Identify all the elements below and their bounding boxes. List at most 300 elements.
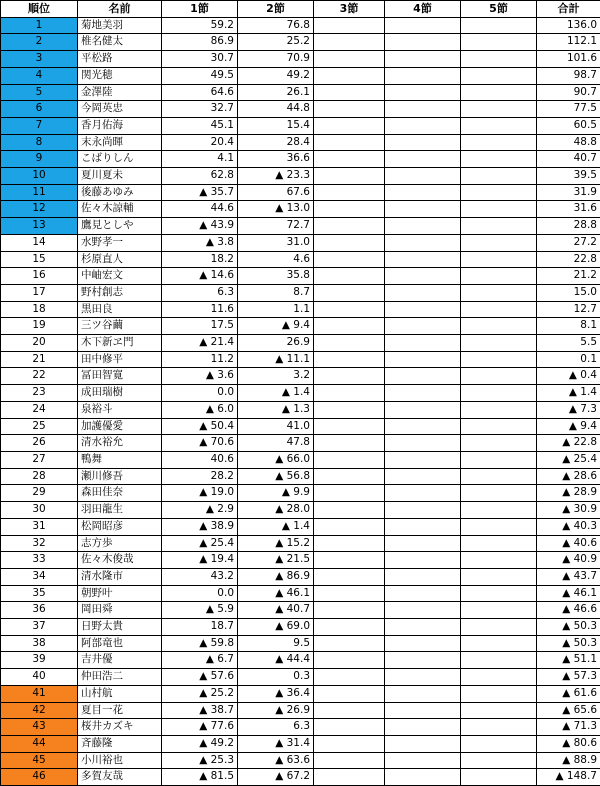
rank-cell: 42 — [1, 702, 78, 719]
session-3-cell — [314, 518, 385, 535]
session-3-cell — [314, 335, 385, 352]
session-2-cell: ▲ 40.7 — [238, 602, 314, 619]
session-5-cell — [461, 218, 537, 235]
name-cell: 成田瑞樹 — [78, 385, 162, 402]
total-cell: ▲ 57.3 — [537, 669, 600, 686]
name-cell: 小川裕也 — [78, 752, 162, 769]
rank-cell: 44 — [1, 735, 78, 752]
session-3-cell — [314, 401, 385, 418]
session-5-cell — [461, 201, 537, 218]
session-4-cell — [385, 318, 461, 335]
session-1-cell: ▲ 38.9 — [162, 518, 238, 535]
header-session-4: 4節 — [385, 1, 461, 18]
total-cell: ▲ 51.1 — [537, 652, 600, 669]
session-1-cell: 59.2 — [162, 17, 238, 34]
rank-cell: 4 — [1, 67, 78, 84]
session-1-cell: ▲ 25.4 — [162, 535, 238, 552]
name-cell: 羽田龍生 — [78, 502, 162, 519]
session-3-cell — [314, 602, 385, 619]
total-cell: 31.6 — [537, 201, 600, 218]
table-row — [1, 769, 600, 786]
name-cell: 水野孝一 — [78, 234, 162, 251]
session-3-cell — [314, 184, 385, 201]
session-1-cell: ▲ 21.4 — [162, 335, 238, 352]
name-cell: 佐々木俊哉 — [78, 552, 162, 569]
header-session-5: 5節 — [461, 1, 537, 18]
total-cell: 31.9 — [537, 184, 600, 201]
table-row — [1, 635, 600, 652]
table-row — [1, 84, 600, 101]
rank-cell: 34 — [1, 568, 78, 585]
table-row — [1, 685, 600, 702]
session-4-cell — [385, 184, 461, 201]
session-5-cell — [461, 84, 537, 101]
total-cell: ▲ 40.9 — [537, 552, 600, 569]
total-cell: 77.5 — [537, 101, 600, 118]
session-1-cell: 64.6 — [162, 84, 238, 101]
rank-cell: 6 — [1, 101, 78, 118]
header-rank: 順位 — [1, 1, 78, 18]
session-2-cell: 4.6 — [238, 251, 314, 268]
session-2-cell: ▲ 1.4 — [238, 385, 314, 402]
session-5-cell — [461, 719, 537, 736]
name-cell: 末永尚暉 — [78, 134, 162, 151]
total-cell: 15.0 — [537, 284, 600, 301]
session-3-cell — [314, 284, 385, 301]
session-1-cell: ▲ 6.7 — [162, 652, 238, 669]
session-4-cell — [385, 669, 461, 686]
name-cell: 椎名健太 — [78, 34, 162, 51]
name-cell: 仲田浩二 — [78, 669, 162, 686]
name-cell: 清水隆市 — [78, 568, 162, 585]
session-4-cell — [385, 168, 461, 185]
session-4-cell — [385, 218, 461, 235]
rank-cell: 23 — [1, 385, 78, 402]
name-cell: 日野太貴 — [78, 619, 162, 636]
session-1-cell: ▲ 77.6 — [162, 719, 238, 736]
name-cell: 吉井優 — [78, 652, 162, 669]
session-3-cell — [314, 685, 385, 702]
session-3-cell — [314, 117, 385, 134]
session-5-cell — [461, 17, 537, 34]
table-row — [1, 318, 600, 335]
session-1-cell: 18.2 — [162, 251, 238, 268]
rank-cell: 10 — [1, 168, 78, 185]
header-name: 名前 — [78, 1, 162, 18]
rank-cell: 43 — [1, 719, 78, 736]
rank-cell: 15 — [1, 251, 78, 268]
name-cell: 斉藤隆 — [78, 735, 162, 752]
session-1-cell: ▲ 50.4 — [162, 418, 238, 435]
table-row — [1, 652, 600, 669]
session-2-cell: 26.1 — [238, 84, 314, 101]
table-row — [1, 368, 600, 385]
table-row — [1, 468, 600, 485]
table-row — [1, 418, 600, 435]
session-5-cell — [461, 134, 537, 151]
session-4-cell — [385, 51, 461, 68]
session-3-cell — [314, 134, 385, 151]
session-4-cell — [385, 368, 461, 385]
session-1-cell: ▲ 38.7 — [162, 702, 238, 719]
session-3-cell — [314, 34, 385, 51]
rank-cell: 28 — [1, 468, 78, 485]
session-5-cell — [461, 351, 537, 368]
session-3-cell — [314, 67, 385, 84]
session-4-cell — [385, 602, 461, 619]
name-cell: 平松路 — [78, 51, 162, 68]
session-2-cell: ▲ 1.4 — [238, 518, 314, 535]
name-cell: 佐々木諒輔 — [78, 201, 162, 218]
total-cell: 22.8 — [537, 251, 600, 268]
name-cell: 杉原直人 — [78, 251, 162, 268]
total-cell: ▲ 65.6 — [537, 702, 600, 719]
table-row — [1, 117, 600, 134]
session-3-cell — [314, 702, 385, 719]
rank-cell: 39 — [1, 652, 78, 669]
session-5-cell — [461, 251, 537, 268]
session-2-cell: ▲ 13.0 — [238, 201, 314, 218]
name-cell: 桜井カズキ — [78, 719, 162, 736]
header-session-2: 2節 — [238, 1, 314, 18]
session-5-cell — [461, 752, 537, 769]
total-cell: ▲ 1.4 — [537, 385, 600, 402]
total-cell: ▲ 46.6 — [537, 602, 600, 619]
name-cell: 清水裕允 — [78, 435, 162, 452]
session-2-cell: ▲ 26.9 — [238, 702, 314, 719]
session-1-cell: 30.7 — [162, 51, 238, 68]
session-4-cell — [385, 351, 461, 368]
session-5-cell — [461, 51, 537, 68]
name-cell: 木下新ヱ門 — [78, 335, 162, 352]
table-row — [1, 435, 600, 452]
total-cell: 12.7 — [537, 301, 600, 318]
total-cell: ▲ 148.7 — [537, 769, 600, 786]
header-row — [1, 1, 600, 18]
name-cell: 夏川夏未 — [78, 168, 162, 185]
session-3-cell — [314, 735, 385, 752]
session-1-cell: 86.9 — [162, 34, 238, 51]
session-3-cell — [314, 468, 385, 485]
session-1-cell: 17.5 — [162, 318, 238, 335]
session-3-cell — [314, 535, 385, 552]
session-4-cell — [385, 17, 461, 34]
session-3-cell — [314, 234, 385, 251]
table-row — [1, 669, 600, 686]
session-3-cell — [314, 201, 385, 218]
session-3-cell — [314, 268, 385, 285]
session-5-cell — [461, 418, 537, 435]
rank-cell: 31 — [1, 518, 78, 535]
session-2-cell: 76.8 — [238, 17, 314, 34]
total-cell: ▲ 80.6 — [537, 735, 600, 752]
session-1-cell: 18.7 — [162, 619, 238, 636]
rank-cell: 5 — [1, 84, 78, 101]
name-cell: 岡田舜 — [78, 602, 162, 619]
table-row — [1, 151, 600, 168]
table-row — [1, 168, 600, 185]
session-2-cell: ▲ 86.9 — [238, 568, 314, 585]
table-row — [1, 234, 600, 251]
total-cell: 60.5 — [537, 117, 600, 134]
table-row — [1, 752, 600, 769]
session-3-cell — [314, 151, 385, 168]
rank-cell: 22 — [1, 368, 78, 385]
total-cell: ▲ 9.4 — [537, 418, 600, 435]
rank-cell: 27 — [1, 451, 78, 468]
table-row — [1, 702, 600, 719]
session-2-cell: 47.8 — [238, 435, 314, 452]
table-body — [1, 17, 600, 785]
total-cell: ▲ 46.1 — [537, 585, 600, 602]
rank-cell: 46 — [1, 769, 78, 786]
total-cell: 40.7 — [537, 151, 600, 168]
session-3-cell — [314, 769, 385, 786]
session-3-cell — [314, 435, 385, 452]
session-5-cell — [461, 401, 537, 418]
table-row — [1, 218, 600, 235]
rank-cell: 19 — [1, 318, 78, 335]
session-3-cell — [314, 752, 385, 769]
session-1-cell: ▲ 59.8 — [162, 635, 238, 652]
name-cell: 菊地美羽 — [78, 17, 162, 34]
session-5-cell — [461, 669, 537, 686]
total-cell: 48.8 — [537, 134, 600, 151]
rank-cell: 20 — [1, 335, 78, 352]
session-5-cell — [461, 485, 537, 502]
session-5-cell — [461, 585, 537, 602]
session-4-cell — [385, 435, 461, 452]
session-2-cell: ▲ 9.4 — [238, 318, 314, 335]
session-1-cell: ▲ 2.9 — [162, 502, 238, 519]
table-row — [1, 201, 600, 218]
session-1-cell: 11.2 — [162, 351, 238, 368]
session-1-cell: 28.2 — [162, 468, 238, 485]
total-cell: 101.6 — [537, 51, 600, 68]
table-row — [1, 518, 600, 535]
session-1-cell: 40.6 — [162, 451, 238, 468]
total-cell: ▲ 28.6 — [537, 468, 600, 485]
session-2-cell: 35.8 — [238, 268, 314, 285]
session-4-cell — [385, 67, 461, 84]
session-3-cell — [314, 251, 385, 268]
session-2-cell: ▲ 44.4 — [238, 652, 314, 669]
name-cell: 三ツ谷繭 — [78, 318, 162, 335]
session-3-cell — [314, 669, 385, 686]
session-4-cell — [385, 134, 461, 151]
rank-cell: 40 — [1, 669, 78, 686]
session-5-cell — [461, 602, 537, 619]
session-5-cell — [461, 619, 537, 636]
table-row — [1, 485, 600, 502]
session-2-cell: ▲ 46.1 — [238, 585, 314, 602]
session-2-cell: ▲ 69.0 — [238, 619, 314, 636]
table-row — [1, 568, 600, 585]
session-1-cell: ▲ 19.0 — [162, 485, 238, 502]
rank-cell: 37 — [1, 619, 78, 636]
session-5-cell — [461, 518, 537, 535]
session-5-cell — [461, 67, 537, 84]
session-4-cell — [385, 117, 461, 134]
name-cell: 阿部竜也 — [78, 635, 162, 652]
session-2-cell: 28.4 — [238, 134, 314, 151]
table-row — [1, 251, 600, 268]
session-1-cell: 45.1 — [162, 117, 238, 134]
total-cell: 112.1 — [537, 34, 600, 51]
table-row — [1, 351, 600, 368]
total-cell: 0.1 — [537, 351, 600, 368]
session-1-cell: 4.1 — [162, 151, 238, 168]
session-4-cell — [385, 201, 461, 218]
session-4-cell — [385, 251, 461, 268]
session-3-cell — [314, 385, 385, 402]
rank-cell: 35 — [1, 585, 78, 602]
session-5-cell — [461, 635, 537, 652]
session-2-cell: 15.4 — [238, 117, 314, 134]
session-5-cell — [461, 234, 537, 251]
total-cell: 39.5 — [537, 168, 600, 185]
total-cell: 5.5 — [537, 335, 600, 352]
total-cell: ▲ 30.9 — [537, 502, 600, 519]
session-2-cell: ▲ 9.9 — [238, 485, 314, 502]
session-3-cell — [314, 502, 385, 519]
session-4-cell — [385, 385, 461, 402]
session-1-cell: ▲ 3.6 — [162, 368, 238, 385]
name-cell: 金澤陸 — [78, 84, 162, 101]
session-1-cell: 11.6 — [162, 301, 238, 318]
session-2-cell: 8.7 — [238, 284, 314, 301]
name-cell: 冨田智寛 — [78, 368, 162, 385]
session-3-cell — [314, 619, 385, 636]
session-1-cell: ▲ 5.9 — [162, 602, 238, 619]
rank-cell: 12 — [1, 201, 78, 218]
session-2-cell: 67.6 — [238, 184, 314, 201]
session-4-cell — [385, 552, 461, 569]
session-1-cell: 44.6 — [162, 201, 238, 218]
session-4-cell — [385, 301, 461, 318]
total-cell: ▲ 40.3 — [537, 518, 600, 535]
session-2-cell: ▲ 11.1 — [238, 351, 314, 368]
total-cell: 136.0 — [537, 17, 600, 34]
session-5-cell — [461, 101, 537, 118]
session-1-cell: ▲ 6.0 — [162, 401, 238, 418]
session-3-cell — [314, 368, 385, 385]
session-2-cell: ▲ 23.3 — [238, 168, 314, 185]
session-4-cell — [385, 719, 461, 736]
session-1-cell: ▲ 3.8 — [162, 234, 238, 251]
session-2-cell: ▲ 21.5 — [238, 552, 314, 569]
session-3-cell — [314, 485, 385, 502]
rank-cell: 36 — [1, 602, 78, 619]
session-4-cell — [385, 234, 461, 251]
session-1-cell: ▲ 25.2 — [162, 685, 238, 702]
session-3-cell — [314, 635, 385, 652]
session-4-cell — [385, 502, 461, 519]
session-4-cell — [385, 84, 461, 101]
session-1-cell: ▲ 81.5 — [162, 769, 238, 786]
session-2-cell: 3.2 — [238, 368, 314, 385]
session-5-cell — [461, 284, 537, 301]
header-session-1: 1節 — [162, 1, 238, 18]
total-cell: ▲ 0.4 — [537, 368, 600, 385]
session-1-cell: ▲ 43.9 — [162, 218, 238, 235]
name-cell: 志方歩 — [78, 535, 162, 552]
total-cell: 98.7 — [537, 67, 600, 84]
session-2-cell: ▲ 15.2 — [238, 535, 314, 552]
name-cell: 田中修平 — [78, 351, 162, 368]
total-cell: ▲ 88.9 — [537, 752, 600, 769]
session-4-cell — [385, 34, 461, 51]
table-row — [1, 401, 600, 418]
session-5-cell — [461, 552, 537, 569]
session-2-cell: 1.1 — [238, 301, 314, 318]
total-cell: ▲ 71.3 — [537, 719, 600, 736]
table-row — [1, 619, 600, 636]
session-3-cell — [314, 17, 385, 34]
session-4-cell — [385, 769, 461, 786]
name-cell: 今岡英忠 — [78, 101, 162, 118]
session-5-cell — [461, 335, 537, 352]
session-2-cell: ▲ 31.4 — [238, 735, 314, 752]
session-4-cell — [385, 685, 461, 702]
session-3-cell — [314, 451, 385, 468]
table-row — [1, 67, 600, 84]
session-4-cell — [385, 468, 461, 485]
session-1-cell: 43.2 — [162, 568, 238, 585]
session-4-cell — [385, 284, 461, 301]
session-4-cell — [385, 619, 461, 636]
table-row — [1, 335, 600, 352]
session-1-cell: ▲ 25.3 — [162, 752, 238, 769]
session-2-cell: 31.0 — [238, 234, 314, 251]
session-2-cell: 9.5 — [238, 635, 314, 652]
table-row — [1, 585, 600, 602]
rank-cell: 9 — [1, 151, 78, 168]
session-1-cell: 62.8 — [162, 168, 238, 185]
session-3-cell — [314, 585, 385, 602]
table-row — [1, 451, 600, 468]
session-1-cell: ▲ 70.6 — [162, 435, 238, 452]
total-cell: 21.2 — [537, 268, 600, 285]
session-3-cell — [314, 351, 385, 368]
name-cell: 瀬川修吾 — [78, 468, 162, 485]
session-4-cell — [385, 151, 461, 168]
rank-cell: 18 — [1, 301, 78, 318]
session-5-cell — [461, 435, 537, 452]
session-5-cell — [461, 468, 537, 485]
rank-cell: 24 — [1, 401, 78, 418]
total-cell: ▲ 61.6 — [537, 685, 600, 702]
table-row — [1, 719, 600, 736]
session-3-cell — [314, 568, 385, 585]
header-total: 合計 — [537, 1, 600, 18]
session-1-cell: ▲ 57.6 — [162, 669, 238, 686]
session-4-cell — [385, 485, 461, 502]
rank-cell: 32 — [1, 535, 78, 552]
name-cell: 香月佑海 — [78, 117, 162, 134]
session-4-cell — [385, 535, 461, 552]
session-5-cell — [461, 769, 537, 786]
total-cell: ▲ 25.4 — [537, 451, 600, 468]
session-5-cell — [461, 34, 537, 51]
session-4-cell — [385, 268, 461, 285]
table-row — [1, 184, 600, 201]
session-4-cell — [385, 418, 461, 435]
total-cell: ▲ 22.8 — [537, 435, 600, 452]
table-row — [1, 735, 600, 752]
session-4-cell — [385, 335, 461, 352]
session-2-cell: ▲ 67.2 — [238, 769, 314, 786]
